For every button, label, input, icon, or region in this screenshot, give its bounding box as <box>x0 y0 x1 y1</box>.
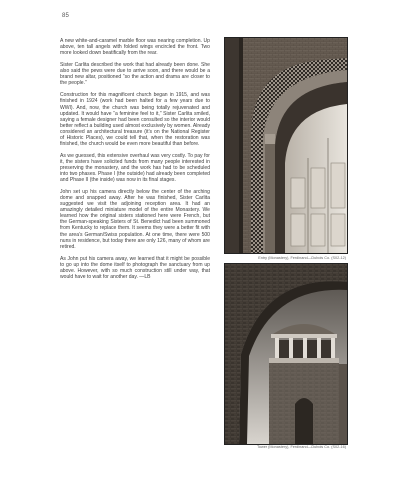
tower-photo-caption: Tower (Monastery), Ferdinand—Dubois Co. (S02-16) <box>256 445 346 449</box>
paragraph: Construction for this magnificent church began in 1915, and was finished in 1924 (work had been halted for a few years due to WWI). And, now, the church was being totally rejuvenated and updated. It would have “a feminine feel to it,” Sister Carlita smiled, saying a female designer had been consulted so the interior would better reflect a building used almost exclusively by women. Already considered an architectural treasure (it’s on the National Register of Historic Places), we could tell that, when the restoration was finished, the church would be even more beautiful than before. <box>60 92 210 147</box>
paragraph: Sister Carlita described the work that had already been done. She also said the pews were due to arrive soon, and there would be a brand new altar, positioned “so the action and drama are closer to the people.” <box>60 62 210 87</box>
tower-photo <box>224 263 348 445</box>
paragraph: As we guessed, this extensive overhaul was very costly. To pay for it, the sisters have solicited funds from many people interested in preserving the monastery, and the work has had to be scheduled into two phases. Phase I (the outside) had already been completed and Phase II (the inside) was now in its final stages. <box>60 152 210 184</box>
tower-image <box>225 264 347 444</box>
entry-photo-caption: Entry (Monastery), Ferdinand—Dubois Co. (S02-12) <box>258 256 346 260</box>
paragraph: John set up his camera directly below the center of the arching dome and snapped away. After he was finished, Sister Carlita suggested we visit the adjoining reception area. It had an amazingly detailed miniature model of the entire Monastery. We learned how the original sisters stationed here were French, but the German-speaking Sisters of St. Benedict had been summoned from Kentucky to replace them. It seems they were a better fit with the area’s German/Swiss population. At one time, there were 500 nuns in residence, but today there are only 126, many of whom are retired. <box>60 189 210 250</box>
article-body <box>60 38 210 286</box>
entry-photo <box>224 37 348 254</box>
entry-arch-image <box>225 38 347 253</box>
page-number: 85 <box>62 13 70 19</box>
paragraph: A new white-and-caramel marble floor was nearing completion. Up above, ten tall angels with folded wings encircled the front. Two more looked down beatifically from the rear. <box>60 38 210 57</box>
paragraph: As John put his camera away, we learned that it might be possible to go up into the dome itself to photograph the sanctuary from up above. However, with so much construction still under way, that would have to wait for another day. —LB <box>60 255 210 280</box>
